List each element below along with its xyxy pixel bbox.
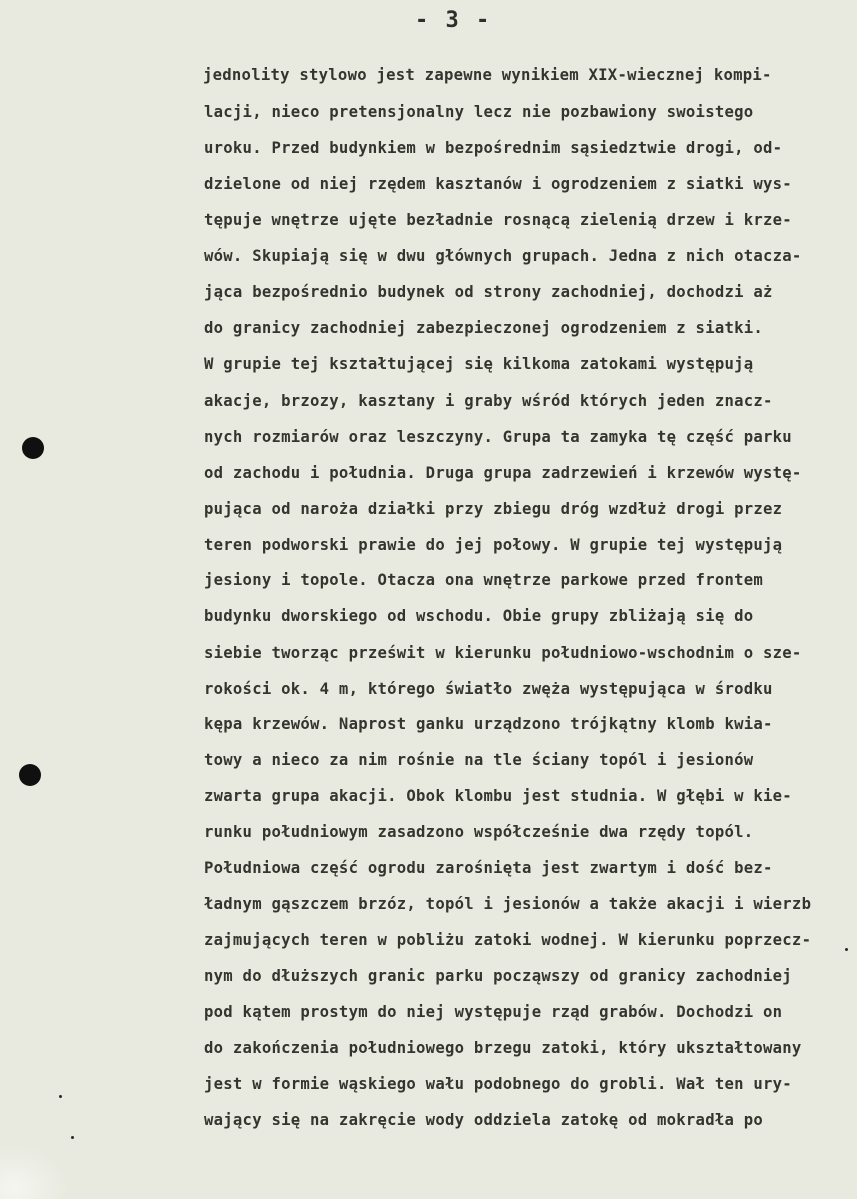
text-line: towy a nieco za nim rośnie na tle ściany topól i jesionów [204,751,754,769]
text-line: siebie tworząc prześwit w kierunku południowo-wschodnim o sze- [204,644,802,662]
text-line: uroku. Przed budynkiem w bezpośrednim sąsiedztwie drogi, od- [204,139,783,157]
text-line: nym do dłuższych granic parku począwszy od granicy zachodniej [204,967,792,985]
text-line: jest w formie wąskiego wału podobnego do grobli. Wał ten ury- [204,1075,792,1093]
text-line: lacji, nieco pretensjonalny lecz nie pozbawiony swoistego [204,103,754,121]
text-line: teren podworski prawie do jej połowy. W grupie tej występują [204,536,783,554]
text-line: zajmujących teren w pobliżu zatoki wodnej. W kierunku poprzecz- [204,931,812,949]
text-line: rokości ok. 4 m, którego światło zwęża występująca w środku [204,680,773,698]
text-line: do granicy zachodniej zabezpieczonej ogrodzeniem z siatki. [204,319,764,337]
text-line: ładnym gąszczem brzóz, topól i jesionów a także akacji i wierzb [204,895,812,913]
text-line: jąca bezpośrednio budynek od strony zachodniej, dochodzi aż [204,283,773,301]
text-line: od zachodu i południa. Druga grupa zadrzewień i krzewów wystę- [204,464,802,482]
text-line: jesiony i topole. Otacza ona wnętrze parkowe przed frontem [204,571,764,589]
page-number: - 3 - [415,8,492,33]
text-line: do zakończenia południowego brzegu zatoki, który ukształtowany [204,1039,802,1057]
text-line: wów. Skupiają się w dwu głównych grupach. Jedna z nich otacza- [204,247,802,265]
text-line: W grupie tej kształtującej się kilkoma zatokami występują [204,355,754,373]
text-line: tępuje wnętrze ujęte bezładnie rosnącą zielenią drzew i krze- [204,211,792,229]
text-line: zwarta grupa akacji. Obok klombu jest studnia. W głębi w kie- [204,787,792,805]
text-line: akacje, brzozy, kasztany i graby wśród których jeden znacz- [204,392,773,410]
text-line: pod kątem prostym do niej występuje rząd grabów. Dochodzi on [204,1003,783,1021]
text-line: jednolity stylowo jest zapewne wynikiem XIX-wiecznej kompi- [203,66,772,84]
text-line: kępa krzewów. Naprost ganku urządzono trójkątny klomb kwia- [204,715,773,733]
text-line: Południowa część ogrodu zarośnięta jest zwartym i dość bez- [204,859,773,877]
text-line: runku południowym zasadzono współcześnie dwa rzędy topól. [204,823,754,841]
text-line: dzielone od niej rzędem kasztanów i ogrodzeniem z siatki wys- [204,175,792,193]
text-line: budynku dworskiego od wschodu. Obie grupy zbliżają się do [204,607,754,625]
text-line: wający się na zakręcie wody oddziela zatokę od mokradła po [204,1111,764,1129]
text-line: pująca od naroża działki przy zbiegu dróg wzdłuż drogi przez [204,500,783,518]
text-line: nych rozmiarów oraz leszczyny. Grupa ta zamyka tę część parku [204,428,792,446]
